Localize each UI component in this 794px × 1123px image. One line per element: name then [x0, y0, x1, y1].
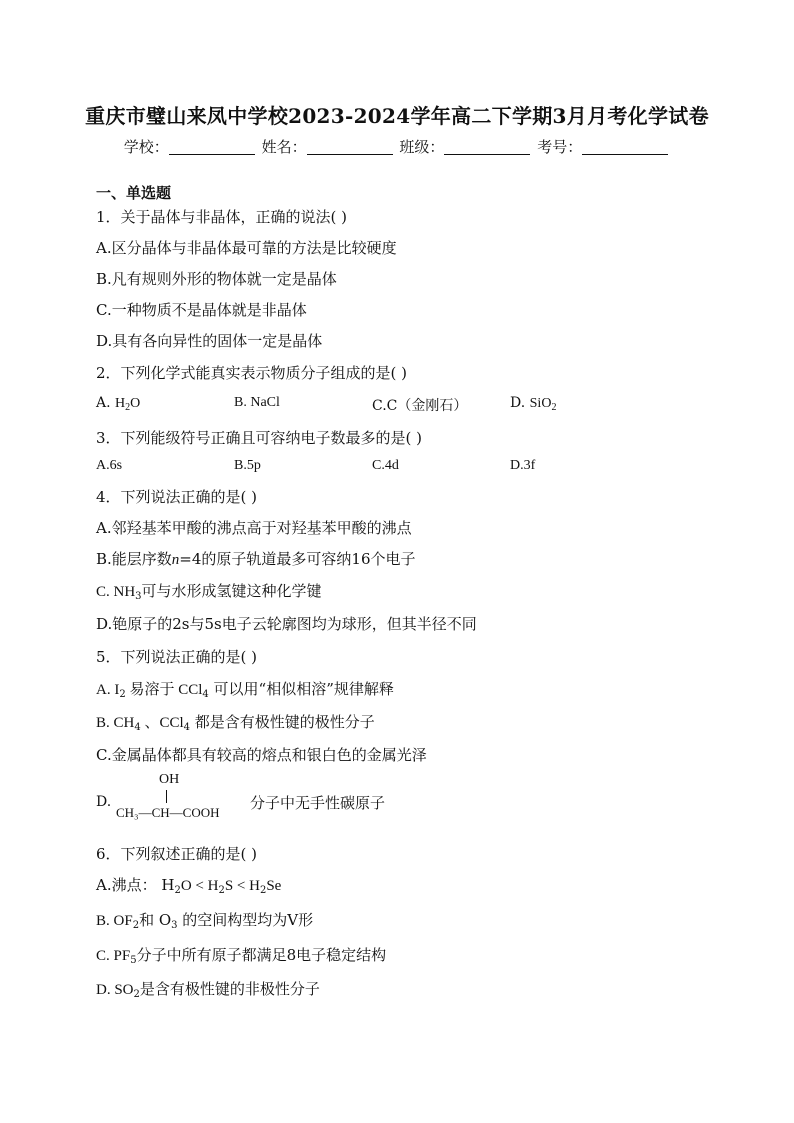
- q6-c-s1: 5: [130, 955, 137, 966]
- q2-d-formula: [530, 396, 557, 411]
- q6-a-s2: 2: [218, 885, 225, 896]
- q2-a-formula: [115, 396, 140, 411]
- bond-line: [166, 790, 167, 803]
- school-label: 学校：: [123, 138, 169, 156]
- q2-d-sub: 2: [551, 402, 557, 413]
- q5-b-post: 都是含有极性键的极性分子: [190, 713, 375, 731]
- q6-b-post: 的空间构型均为V形: [177, 911, 314, 929]
- q6-d-post: 是含有极性键的非极性分子: [139, 980, 320, 998]
- q6-c-pre: C. PF: [96, 948, 131, 964]
- q4-option-c: [96, 580, 322, 601]
- q6-a-pre: A.沸点： H: [96, 876, 175, 894]
- q2-option-b: B. NaCl: [234, 395, 280, 410]
- exam-no-blank: [582, 140, 668, 155]
- q1-option-b: B.凡有规则外形的物体就一定是晶体: [96, 270, 337, 288]
- q5-a-post: 可以用“相似相溶”规律解释: [208, 680, 394, 698]
- q1-option-a: A.区分晶体与非晶体最可靠的方法是比较硬度: [96, 239, 397, 257]
- q5-b-mid: 、CCl: [140, 715, 184, 731]
- q5-option-a: [96, 678, 394, 699]
- q5-option-b: [96, 711, 375, 732]
- q5-a-sub1: 2: [119, 689, 126, 700]
- q5-b-sub2: 4: [183, 722, 191, 733]
- q2-a-main: H: [115, 396, 126, 411]
- q2-a-sub: 2: [125, 402, 131, 413]
- q3-option-c: C.4d: [372, 458, 399, 473]
- name-label: 姓名：: [261, 138, 307, 156]
- q6-b-s1: 2: [132, 920, 140, 931]
- q5-d-text: 分子中无手性碳原子: [250, 794, 386, 812]
- section-heading: 一、单选题: [96, 184, 172, 202]
- q6-option-b: [96, 909, 313, 930]
- q5-option-d: [96, 772, 496, 832]
- q4-c-pre: C. NH: [96, 584, 136, 600]
- q2-a-prefix: A.: [96, 395, 116, 411]
- q5-option-c: C.金属晶体都具有较高的熔点和银白色的金属光泽: [96, 746, 427, 764]
- q2-stem: 2．下列化学式能真实表示物质分子组成的是( ): [96, 364, 408, 382]
- q6-d-s1: 2: [133, 989, 140, 1000]
- q3-stem: 3．下列能级符号正确且可容纳电子数最多的是( ): [96, 429, 423, 447]
- q6-b-s2: 3: [171, 920, 178, 931]
- q6-option-d: [96, 978, 320, 999]
- q4-stem: 4．下列说法正确的是( ): [96, 488, 258, 506]
- q6-a-post: Se: [266, 878, 282, 894]
- q5-b-sub1: 4: [134, 722, 141, 733]
- q4-b-post: =4的原子轨道最多可容纳16个电子: [179, 550, 416, 568]
- q1-option-d: D.具有各向异性的固体一定是晶体: [96, 332, 323, 350]
- q6-stem: 6．下列叙述正确的是( ): [96, 845, 258, 863]
- q6-b-m1: 和 O: [139, 911, 172, 929]
- class-label: 班级：: [399, 138, 445, 156]
- q6-a-s1: 2: [174, 885, 181, 896]
- q6-a-s3: 2: [259, 885, 267, 896]
- q6-b-pre: B. OF: [96, 913, 133, 929]
- q1-stem: 1．关于晶体与非晶体，正确的说法( ): [96, 208, 348, 226]
- q3-option-a: A.6s: [96, 458, 123, 473]
- q4-option-a: A.邻羟基苯甲酸的沸点高于对羟基苯甲酸的沸点: [96, 519, 412, 537]
- hydroxyl-group: OH: [159, 772, 180, 787]
- school-blank: [169, 140, 255, 155]
- q6-a-m2: S < H: [224, 878, 260, 894]
- q6-option-c: [96, 944, 386, 965]
- q4-option-d: D.铯原子的2s与5s电子云轮廓图均为球形，但其半径不同: [96, 615, 477, 633]
- q6-c-post: 分子中所有原子都满足8电子稳定结构: [136, 946, 387, 964]
- q2-option-d: [510, 395, 556, 412]
- q5-a-mid: 易溶于 CCl: [125, 682, 203, 698]
- q6-d-pre: D. SO: [96, 982, 134, 998]
- q1-option-c: C.一种物质不是晶体就是非晶体: [96, 301, 307, 319]
- q6-a-m1: O < H: [180, 878, 219, 894]
- q4-c-sub: 3: [135, 591, 142, 602]
- q3-option-b: B.5p: [234, 458, 261, 473]
- q4-b-var: n: [171, 552, 180, 568]
- q4-b-pre: B.能层序数: [96, 550, 172, 568]
- q2-option-c: C.C（金刚石）: [372, 398, 468, 414]
- q2-option-a: [96, 395, 140, 412]
- q5-b-pre: B. CH: [96, 715, 135, 731]
- exam-no-label: 考号：: [537, 138, 583, 156]
- q3-option-d: D.3f: [510, 458, 536, 473]
- class-blank: [444, 140, 530, 155]
- q5-a-pre: A. I: [96, 682, 120, 698]
- q2-a-tail: O: [130, 396, 141, 411]
- q2-d-prefix: D.: [510, 395, 530, 411]
- q5-a-sub2: 4: [202, 689, 209, 700]
- q4-c-post: 可与水形成氢键这种化学键: [141, 582, 322, 600]
- name-blank: [307, 140, 393, 155]
- page-title: 重庆市璧山来凤中学校2023-2024学年高二下学期3月月考化学试卷: [85, 104, 709, 128]
- student-info-line: [0, 136, 794, 157]
- q2-d-main: SiO: [529, 396, 552, 411]
- lactic-acid-chain: CH₃—CH—COOH: [116, 805, 220, 820]
- q5-d-label: D.: [96, 794, 112, 810]
- q4-option-b: [96, 548, 416, 569]
- q5-stem: 5．下列说法正确的是( ): [96, 648, 258, 666]
- q6-option-a: [96, 874, 281, 895]
